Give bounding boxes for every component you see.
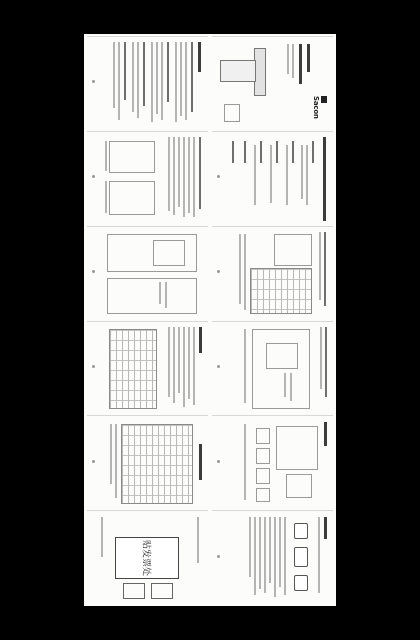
- part-icon: [256, 488, 270, 502]
- text-line: [188, 137, 190, 213]
- brand-logo: [312, 96, 328, 126]
- panel-invoice-content: [89, 513, 207, 601]
- diagram-label: [290, 373, 292, 401]
- text-line: [110, 424, 112, 484]
- panel-cover: [212, 36, 333, 128]
- stamp-box: [151, 583, 173, 599]
- contents-item: [292, 141, 294, 163]
- page-number-dot: [92, 80, 95, 83]
- panel-warranty-table: [87, 415, 208, 507]
- text-line: [168, 327, 170, 397]
- panel-contents: [212, 131, 333, 223]
- control-panel-diagram: [294, 575, 308, 591]
- diagram-caption: [105, 141, 107, 171]
- text-line: [183, 137, 185, 217]
- text-line: [269, 517, 271, 583]
- text-line: [178, 327, 180, 393]
- text-line: [156, 42, 158, 114]
- text-line: [191, 42, 193, 112]
- text-line: [264, 517, 266, 593]
- panel-parts-diagram: [212, 415, 333, 507]
- text-line: [173, 327, 175, 403]
- contents-sub: [286, 145, 288, 205]
- text-line: [193, 137, 195, 217]
- invoice-box: [115, 537, 179, 579]
- text-line: [319, 232, 321, 300]
- contents-sub: [254, 145, 256, 205]
- range-hood-chimney: [220, 60, 256, 82]
- text-line: [185, 42, 187, 120]
- page-number-dot: [217, 365, 220, 368]
- contents-sub: [306, 145, 308, 205]
- text-line: [137, 42, 139, 118]
- text-line: [324, 232, 326, 306]
- panel-safety-notes: [87, 36, 208, 128]
- invoice-label: 贴发票处: [140, 539, 150, 576]
- text-line: [101, 517, 103, 557]
- panel-installation-notes: [87, 131, 208, 223]
- contents-heading: [323, 137, 326, 221]
- certification-mark: [224, 104, 240, 122]
- page-number-dot: [92, 175, 95, 178]
- troubleshooting-table: [109, 329, 157, 409]
- text-line: [284, 517, 286, 595]
- hood-outline-diagram: [107, 278, 197, 314]
- text-line: [249, 517, 251, 577]
- text-line: [143, 42, 145, 106]
- text-line: [325, 327, 327, 397]
- panel-warranty-table-content: [89, 418, 207, 506]
- contents-sub: [301, 145, 303, 199]
- contents-item: [260, 141, 262, 163]
- diagram-caption: [105, 181, 107, 213]
- panel-grid: [87, 36, 333, 602]
- text-line: [167, 42, 169, 102]
- section-heading: [324, 422, 327, 446]
- panel-specifications: [212, 226, 333, 318]
- text-line: [279, 517, 281, 587]
- page-number-dot: [217, 270, 220, 273]
- page-number-dot: [92, 270, 95, 273]
- installation-diagram: [109, 141, 155, 173]
- text-line: [274, 517, 276, 597]
- diagram-label: [165, 282, 167, 308]
- cover-title: [307, 44, 310, 72]
- section-heading: [199, 327, 202, 353]
- panel-troubleshooting: [87, 321, 208, 413]
- text-line: [180, 42, 182, 116]
- text-line: [197, 517, 199, 563]
- specification-table: [250, 268, 312, 314]
- text-line: [244, 329, 246, 403]
- parts-diagram: [276, 426, 318, 470]
- text-line: [115, 424, 117, 498]
- contents-item: [232, 141, 234, 163]
- text-line: [178, 137, 180, 207]
- page-number-dot: [92, 365, 95, 368]
- text-line: [318, 517, 320, 593]
- text-line: [188, 327, 190, 399]
- panel-connection-diagram: [212, 321, 333, 413]
- section-heading: [198, 42, 201, 72]
- panel-contents-content: [214, 133, 332, 221]
- text-line: [193, 327, 195, 405]
- duct-part-diagram: [266, 343, 298, 369]
- text-line: [254, 517, 256, 595]
- page-number-dot: [217, 175, 220, 178]
- mounting-bracket: [153, 240, 185, 266]
- text-line: [183, 327, 185, 407]
- brand-logo-mark: [321, 96, 327, 103]
- contents-item: [244, 141, 246, 163]
- panel-parts-diagram-content: [214, 418, 332, 506]
- contents-item: [276, 141, 278, 163]
- part-icon: [256, 468, 270, 484]
- panel-invoice: [87, 510, 208, 602]
- text-line: [173, 137, 175, 215]
- panel-troubleshooting-content: [89, 323, 207, 411]
- panel-connection-diagram-content: [214, 323, 332, 411]
- text-line: [244, 234, 246, 310]
- model-line: [292, 44, 294, 78]
- text-line: [113, 42, 115, 108]
- text-line: [132, 42, 134, 112]
- panel-installation-notes-content: [89, 133, 207, 221]
- control-panel-diagram: [294, 523, 308, 539]
- cover-subtitle: [299, 44, 302, 84]
- manual-sheet: [84, 34, 336, 606]
- diagram-label: [284, 373, 286, 397]
- parts-diagram: [286, 474, 312, 498]
- text-line: [199, 137, 201, 209]
- part-icon: [256, 428, 270, 444]
- installation-diagram: [109, 181, 155, 215]
- text-line: [124, 42, 126, 100]
- section-heading: [324, 517, 327, 539]
- text-line: [118, 42, 120, 120]
- panel-specifications-content: [214, 228, 332, 316]
- text-line: [244, 424, 246, 500]
- panel-mounting-diagram-content: [89, 228, 207, 316]
- control-panel-display: [294, 547, 308, 567]
- panel-mounting-diagram: [87, 226, 208, 318]
- section-heading: [199, 444, 202, 480]
- stamp-box: [123, 583, 145, 599]
- text-line: [320, 327, 322, 389]
- contents-sub: [270, 145, 272, 203]
- text-line: [259, 517, 261, 589]
- part-icon: [256, 448, 270, 464]
- page-number-dot: [217, 460, 220, 463]
- text-line: [168, 137, 170, 211]
- page-number-dot: [217, 555, 220, 558]
- brand-logo-text: Sacon: [311, 96, 320, 120]
- panel-cover-content: [214, 38, 332, 126]
- model-line: [287, 44, 289, 74]
- panel-control-panel-content: [214, 513, 332, 601]
- diagram-label: [159, 282, 161, 304]
- warranty-table: [121, 424, 193, 504]
- text-line: [175, 42, 177, 122]
- panel-control-panel: [212, 510, 333, 602]
- page-number-dot: [92, 460, 95, 463]
- installation-diagram: [274, 234, 312, 266]
- text-line: [161, 42, 163, 120]
- panel-safety-notes-content: [89, 38, 207, 126]
- contents-item: [312, 141, 314, 163]
- text-line: [151, 42, 153, 122]
- text-line: [239, 234, 241, 304]
